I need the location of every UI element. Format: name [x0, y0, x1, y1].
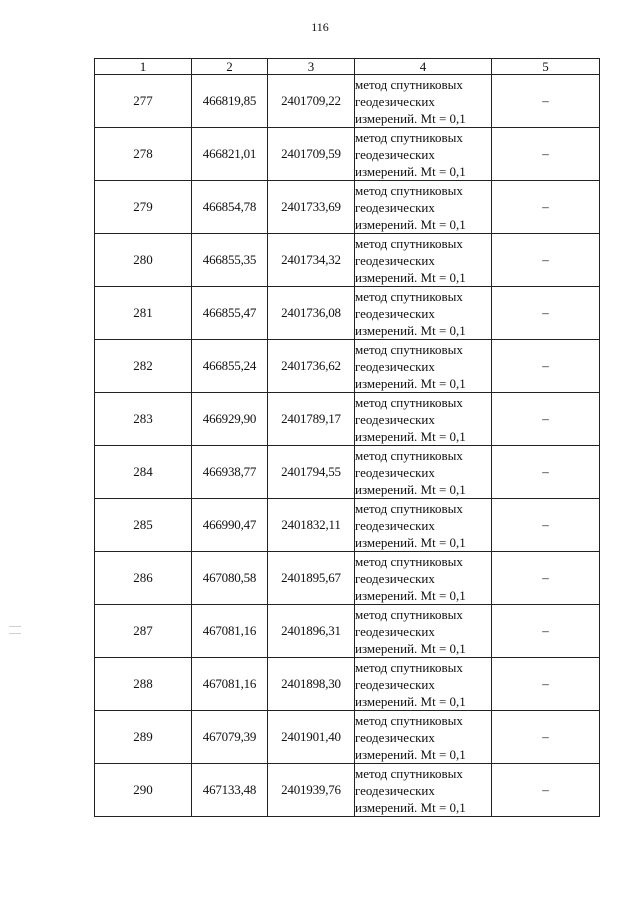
column-header-5: 5	[492, 59, 600, 75]
table-row	[95, 181, 600, 234]
error-cell: –	[492, 552, 600, 605]
y-coordinate-cell: 2401734,32	[268, 234, 355, 287]
method-text-line: геодезических	[355, 199, 435, 215]
table-row	[95, 552, 600, 605]
y-coordinate-cell: 2401832,11	[268, 499, 355, 552]
error-cell: –	[492, 764, 600, 817]
y-coordinate-cell: 2401736,08	[268, 287, 355, 340]
y-coordinate-cell: 2401736,62	[268, 340, 355, 393]
method-text-line: метод спутниковых	[355, 659, 463, 675]
method-text-line: метод спутниковых	[355, 288, 463, 304]
column-header-1: 1	[95, 59, 192, 75]
method-cell	[355, 605, 492, 658]
y-coordinate-cell: 2401709,59	[268, 128, 355, 181]
table-row	[95, 711, 600, 764]
method-text-line: геодезических	[355, 517, 435, 533]
error-cell: –	[492, 605, 600, 658]
table-row	[95, 764, 600, 817]
error-cell: –	[492, 446, 600, 499]
table-row	[95, 499, 600, 552]
error-cell: –	[492, 658, 600, 711]
margin-mark	[9, 633, 21, 634]
margin-mark	[9, 626, 21, 627]
x-coordinate-cell: 466855,24	[192, 340, 268, 393]
table-row	[95, 287, 600, 340]
method-text-line: метод спутниковых	[355, 341, 463, 357]
method-cell	[355, 340, 492, 393]
method-text-line: измерений. Mt = 0,1	[355, 640, 466, 656]
method-text-line: измерений. Mt = 0,1	[355, 216, 466, 232]
method-text-line: измерений. Mt = 0,1	[355, 587, 466, 603]
method-text-line: измерений. Mt = 0,1	[355, 110, 466, 126]
x-coordinate-cell: 466819,85	[192, 75, 268, 128]
method-text-line: измерений. Mt = 0,1	[355, 693, 466, 709]
method-text-line: метод спутниковых	[355, 129, 463, 145]
method-cell	[355, 711, 492, 764]
method-text-line: геодезических	[355, 676, 435, 692]
table-row	[95, 446, 600, 499]
method-text-line: измерений. Mt = 0,1	[355, 322, 466, 338]
method-text-line: измерений. Mt = 0,1	[355, 534, 466, 550]
x-coordinate-cell: 467081,16	[192, 658, 268, 711]
table-row	[95, 75, 600, 128]
error-cell: –	[492, 128, 600, 181]
method-text-line: геодезических	[355, 358, 435, 374]
point-number-cell: 285	[95, 499, 192, 552]
method-text-line: измерений. Mt = 0,1	[355, 799, 466, 815]
method-text-line: метод спутниковых	[355, 182, 463, 198]
x-coordinate-cell: 467080,58	[192, 552, 268, 605]
column-header-3: 3	[268, 59, 355, 75]
error-cell: –	[492, 499, 600, 552]
y-coordinate-cell: 2401794,55	[268, 446, 355, 499]
y-coordinate-cell: 2401939,76	[268, 764, 355, 817]
table-row	[95, 658, 600, 711]
table-row	[95, 340, 600, 393]
method-text-line: измерений. Mt = 0,1	[355, 163, 466, 179]
column-header-4: 4	[355, 59, 492, 75]
table-header-row	[95, 59, 600, 75]
point-number-cell: 286	[95, 552, 192, 605]
table-row	[95, 128, 600, 181]
error-cell: –	[492, 340, 600, 393]
method-cell	[355, 287, 492, 340]
method-cell	[355, 181, 492, 234]
method-text-line: метод спутниковых	[355, 394, 463, 410]
method-text-line: геодезических	[355, 570, 435, 586]
y-coordinate-cell: 2401789,17	[268, 393, 355, 446]
method-text-line: геодезических	[355, 782, 435, 798]
point-number-cell: 277	[95, 75, 192, 128]
method-text-line: метод спутниковых	[355, 553, 463, 569]
point-number-cell: 280	[95, 234, 192, 287]
error-cell: –	[492, 711, 600, 764]
method-cell	[355, 499, 492, 552]
method-text-line: метод спутниковых	[355, 447, 463, 463]
method-cell	[355, 393, 492, 446]
method-text-line: метод спутниковых	[355, 712, 463, 728]
y-coordinate-cell: 2401898,30	[268, 658, 355, 711]
method-text-line: измерений. Mt = 0,1	[355, 269, 466, 285]
method-text-line: метод спутниковых	[355, 235, 463, 251]
method-text-line: геодезических	[355, 464, 435, 480]
coordinates-table	[94, 58, 600, 817]
x-coordinate-cell: 466855,35	[192, 234, 268, 287]
method-cell	[355, 446, 492, 499]
method-text-line: метод спутниковых	[355, 76, 463, 92]
method-cell	[355, 75, 492, 128]
x-coordinate-cell: 466990,47	[192, 499, 268, 552]
method-text-line: метод спутниковых	[355, 606, 463, 622]
method-cell	[355, 658, 492, 711]
method-text-line: измерений. Mt = 0,1	[355, 746, 466, 762]
method-text-line: метод спутниковых	[355, 765, 463, 781]
x-coordinate-cell: 466855,47	[192, 287, 268, 340]
method-text-line: метод спутниковых	[355, 500, 463, 516]
x-coordinate-cell: 467081,16	[192, 605, 268, 658]
method-text-line: геодезических	[355, 623, 435, 639]
error-cell: –	[492, 234, 600, 287]
point-number-cell: 279	[95, 181, 192, 234]
point-number-cell: 278	[95, 128, 192, 181]
error-cell: –	[492, 75, 600, 128]
table-row	[95, 234, 600, 287]
method-text-line: геодезических	[355, 93, 435, 109]
error-cell: –	[492, 181, 600, 234]
point-number-cell: 288	[95, 658, 192, 711]
x-coordinate-cell: 467079,39	[192, 711, 268, 764]
y-coordinate-cell: 2401896,31	[268, 605, 355, 658]
error-cell: –	[492, 287, 600, 340]
x-coordinate-cell: 466854,78	[192, 181, 268, 234]
method-text-line: измерений. Mt = 0,1	[355, 428, 466, 444]
column-header-2: 2	[192, 59, 268, 75]
y-coordinate-cell: 2401895,67	[268, 552, 355, 605]
point-number-cell: 290	[95, 764, 192, 817]
table-row	[95, 393, 600, 446]
page-number: 116	[311, 20, 329, 34]
x-coordinate-cell: 466821,01	[192, 128, 268, 181]
method-cell	[355, 128, 492, 181]
method-text-line: геодезических	[355, 305, 435, 321]
point-number-cell: 287	[95, 605, 192, 658]
point-number-cell: 284	[95, 446, 192, 499]
method-text-line: геодезических	[355, 729, 435, 745]
point-number-cell: 289	[95, 711, 192, 764]
x-coordinate-cell: 467133,48	[192, 764, 268, 817]
y-coordinate-cell: 2401709,22	[268, 75, 355, 128]
point-number-cell: 283	[95, 393, 192, 446]
method-text-line: геодезических	[355, 411, 435, 427]
method-cell	[355, 764, 492, 817]
point-number-cell: 282	[95, 340, 192, 393]
error-cell: –	[492, 393, 600, 446]
method-cell	[355, 234, 492, 287]
method-text-line: измерений. Mt = 0,1	[355, 375, 466, 391]
method-text-line: геодезических	[355, 146, 435, 162]
x-coordinate-cell: 466929,90	[192, 393, 268, 446]
x-coordinate-cell: 466938,77	[192, 446, 268, 499]
method-text-line: измерений. Mt = 0,1	[355, 481, 466, 497]
point-number-cell: 281	[95, 287, 192, 340]
table-row	[95, 605, 600, 658]
method-text-line: геодезических	[355, 252, 435, 268]
method-cell	[355, 552, 492, 605]
y-coordinate-cell: 2401733,69	[268, 181, 355, 234]
y-coordinate-cell: 2401901,40	[268, 711, 355, 764]
